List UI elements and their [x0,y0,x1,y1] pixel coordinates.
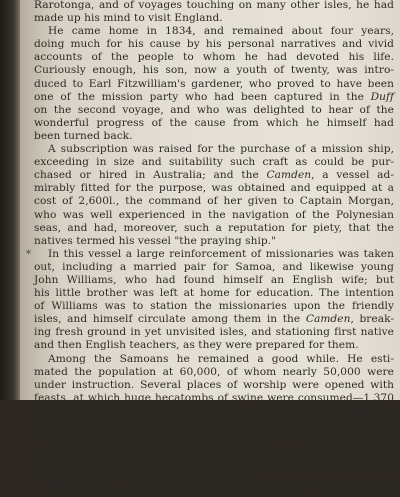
text-line: of Williams was to station the missionaries upon the friendly [34,300,394,313]
text-line: on the second voyage, and who was delighted to hear of the [34,103,394,116]
text-line: mated the population at 60,000, of whom nearly 50,000 were [34,365,394,378]
text-line: seas, and had, moreover, such a reputation for piety, that the [34,221,394,234]
text-line: good a preacher, that Williams called him the Whitfield of [34,418,394,430]
text-line: Rarotonga, and of voyages touching on many other isles, he had [34,0,394,11]
text-line: wonderful progress of the cause from which he himself had [34,116,394,129]
paragraph [26,247,395,353]
text-line: one of the mission party who had been captured in the Duff [34,90,394,103]
text-line: foot, furnished many a missionary and even martyr to the isles [34,444,394,457]
text-line: He came home in 1834, and remained about four years, [48,25,394,38]
text-line: who was well experienced in the navigation of the Polynesian [34,208,394,221]
text-line: around, and are, to the present day, one of the happiest speci- [34,457,394,470]
text-line: The want of extended views in good Mr. Williams was [48,483,394,496]
text-line: mirably fitted for the purpose, was obtained and equipped at a [34,182,394,195]
paragraph [34,143,394,248]
text-line: accounts of the people to whom he had devoted his life. [34,51,394,64]
text-line: and then English teachers, as they were prepared for them. [34,339,359,352]
book-gutter-shadow [0,0,22,400]
text-line: made up his mind to visit England. [34,12,223,25]
text-line: A subscription was raised for the purchase of a mission ship, [48,143,394,156]
text-line: at one festival. One young chief under instruction became so [34,404,394,417]
body-text [26,0,395,497]
text-line: isles, and himself circulate among them in the Camden, break- [34,313,395,326]
text-line: exceeding in size and suitability such craft as could be pur- [34,156,394,169]
text-line: doing much for his cause by his personal narratives and vivid [34,38,394,51]
text-line: Samoa; and these islands have, under the training then set on [34,431,394,444]
text-line: natives termed his vessel "the praying ship." [34,234,277,247]
text-line: chased or hired in Australia; and the Camden, a vessel ad- [34,169,394,182]
book-page [20,0,400,496]
paragraph [34,353,394,484]
text-line: John Williams, who had found himself an English wife; but [34,273,394,286]
text-line: Among the Samoans he remained a good while. He esti- [48,352,394,365]
text-line: cost of 2,600l., the command of her given to Captain Morgan, [34,195,394,208]
text-line: mens of the effects of missionary labour. [34,470,254,483]
text-line: Curiously enough, his son, now a youth of twenty, was intro- [34,64,394,77]
text-line: In this vessel a large reinforcement of missionaries was taken [48,247,394,260]
text-line: his little brother was left at home for education. The intention [34,287,394,300]
text-line: been turned back. [34,129,133,142]
text-line: out, including a married pair for Samoa, and likewise young [34,260,394,273]
paragraph [34,483,394,496]
text-line: under instruction. Several places of worship were opened with [34,378,394,391]
text-line: feasts, at which huge hecatombs of swine were consumed—1,370 [34,391,394,404]
text-line: ing fresh ground in yet unvisited isles, and stationing first native [34,326,394,339]
text-line: duced to Earl Fitzwilliam's gardener, who proved to have been [34,77,394,90]
margin-mark: * [26,248,32,260]
paragraph [34,25,394,143]
paragraph [34,0,394,25]
